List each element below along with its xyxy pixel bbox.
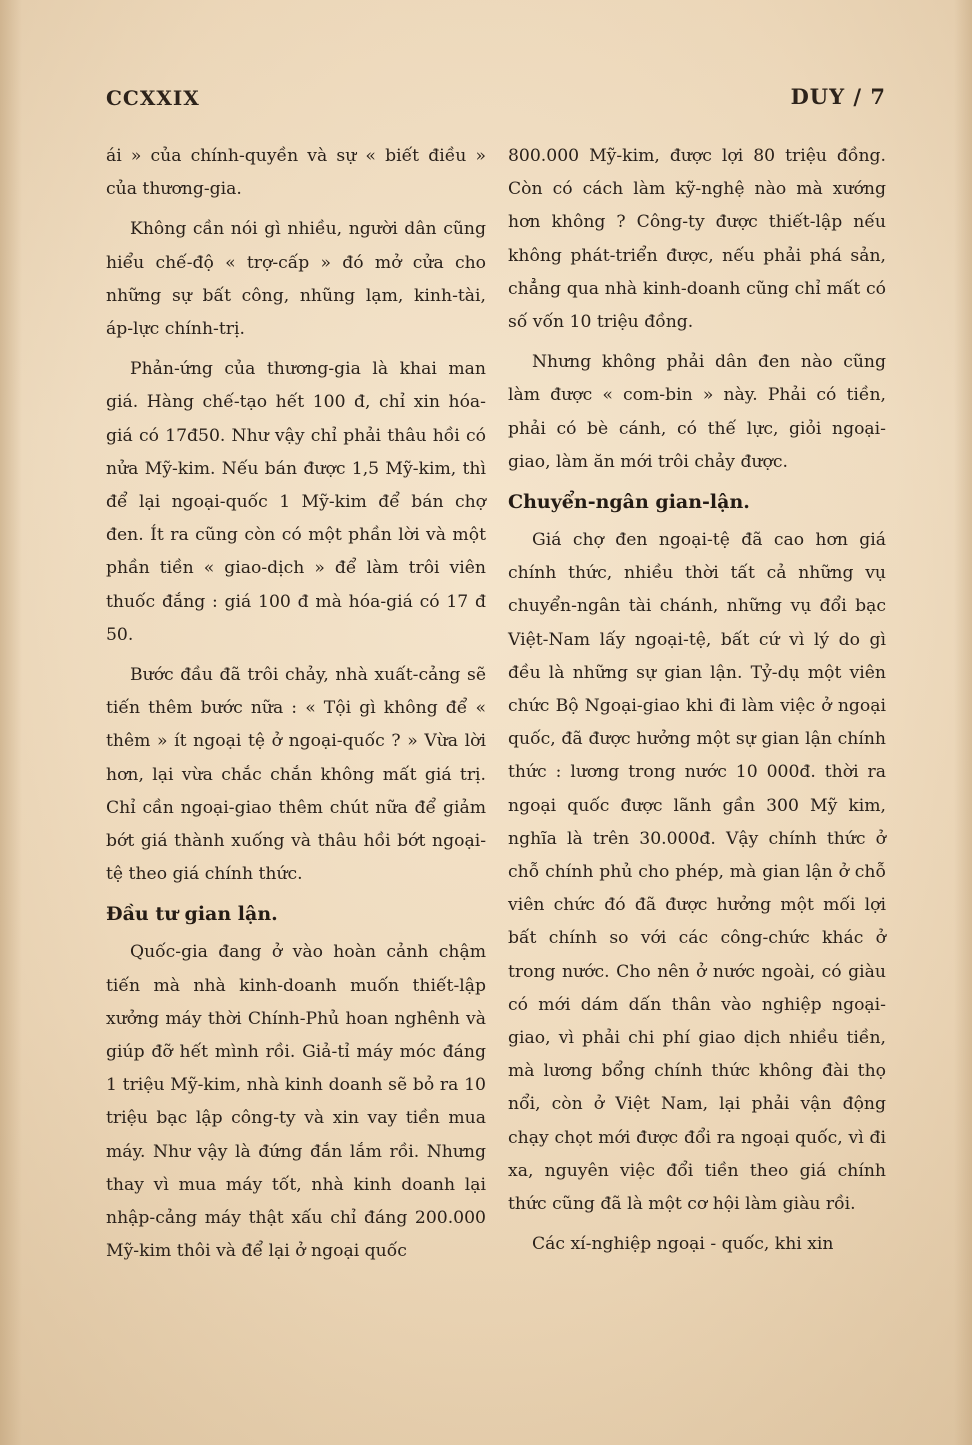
paragraph: Bước đầu đã trôi chảy, nhà xuất-cảng sẽ tiến thêm bước nữa : « Tội gì không để « thêm » ít ngoại tệ ở ngoại-quốc ? » Vừa lời hơn, lại vừa chắc chắn không mất giá trị. Chỉ cần ngoại-giao thêm chút nữa để giảm bớt giá thành xuống và thâu hồi bớt ngoại-tệ theo giá chính thức.: [106, 665, 486, 885]
right-column: [508, 140, 886, 1269]
left-column: [106, 140, 486, 1276]
paragraph: Các xí-nghiệp ngoại - quốc, khi xin: [532, 1234, 834, 1255]
paragraph: 800.000 Mỹ-kim, được lợi 80 triệu đồng. Còn có cách làm kỹ-nghệ nào mà xướng hơn không ? Công-ty được thiết-lập nếu không phát-triển được, nếu phải phá sản, chẳng qua nhà kinh-doanh cũng chỉ mất có số vốn 10 triệu đồng.: [508, 146, 886, 333]
paragraph: Giá chợ đen ngoại-tệ đã cao hơn giá chính thức, nhiều thời tất cả những vụ chuyển-ngân tài chánh, những vụ đổi bạc Việt-Nam lấy ngoại-tệ, bất cứ vì lý do gì đều là những sự gian lận. Tỷ-dụ một viên chức Bộ Ngoại-giao khi đi làm việc ở ngoại quốc, đã được hưởng một sự gian lận chính thức : lương trong nước 10 000đ. thời ra ngoại quốc được lãnh gần 300 Mỹ kim, nghĩa là trên 30.000đ. Vậy chính thức ở chỗ chính phủ cho phép, mà gian lận ở chỗ viên chức đó đã được hưởng một mối lợi bất chính so với các công-chức khác ở trong nước. Cho nên ở nước ngoài, có giàu có mới dám dấn thân vào nghiệp ngoại-giao, vì phải chi phí giao dịch nhiều tiền, mà lương bổng chính thức không đài thọ nổi, còn ở Việt Nam, lại phải vận động chạy chọt mới được đổi ra ngoại quốc, vì đi xa, nguyên việc đổi tiền theo giá chính thức cũng đã là một cơ hội làm giàu rồi.: [508, 530, 886, 1215]
section-heading: Đầu tư gian lận.: [106, 903, 278, 926]
page-header-right: DUY / 7: [790, 84, 886, 109]
section-heading: Chuyển-ngân gian-lận.: [508, 491, 750, 514]
paragraph: Phản-ứng của thương-gia là khai man giá. Hàng chế-tạo hết 100 đ, chỉ xin hóa-giá có 17đ50. Như vậy chỉ phải thâu hồi có nửa Mỹ-kim. Nếu bán được 1,5 Mỹ-kim, thì để lại ngoại-quốc 1 Mỹ-kim để bán chợ đen. Ít ra cũng còn có một phần lời và một phần tiền « giao-dịch » để làm trôi viên thuốc đắng : giá 100 đ mà hóa-giá có 17 đ 50.: [106, 359, 486, 645]
paragraph: Nhưng không phải dân đen nào cũng làm được « com-bin » này. Phải có tiền, phải có bè cánh, có thế lực, giỏi ngoại-giao, làm ăn mới trôi chảy được.: [508, 352, 886, 472]
paragraph: ái » của chính-quyền và sự « biết điều » của thương-gia.: [106, 146, 486, 200]
paragraph: Không cần nói gì nhiều, người dân cũng hiểu chế-độ « trợ-cấp » đó mở cửa cho những sự bất công, nhũng lạm, kinh-tài, áp-lực chính-trị.: [106, 219, 486, 340]
page-header-left: CCXXIX: [106, 86, 200, 110]
paragraph: Quốc-gia đang ở vào hoàn cảnh chậm tiến mà nhà kinh-doanh muốn thiết-lập xưởng máy thời Chính-Phủ hoan nghênh và giúp đỡ hết mình rồi. Giả-tỉ máy móc đáng 1 triệu Mỹ-kim, nhà kinh doanh sẽ bỏ ra 10 triệu bạc lập công-ty và xin vay tiền mua máy. Như vậy là đứng đắn lắm rồi. Nhưng thay vì mua máy tốt, nhà kinh doanh lại nhập-cảng máy thật xấu chỉ đáng 200.000 Mỹ-kim thôi và để lại ở ngoại quốc: [106, 942, 486, 1262]
